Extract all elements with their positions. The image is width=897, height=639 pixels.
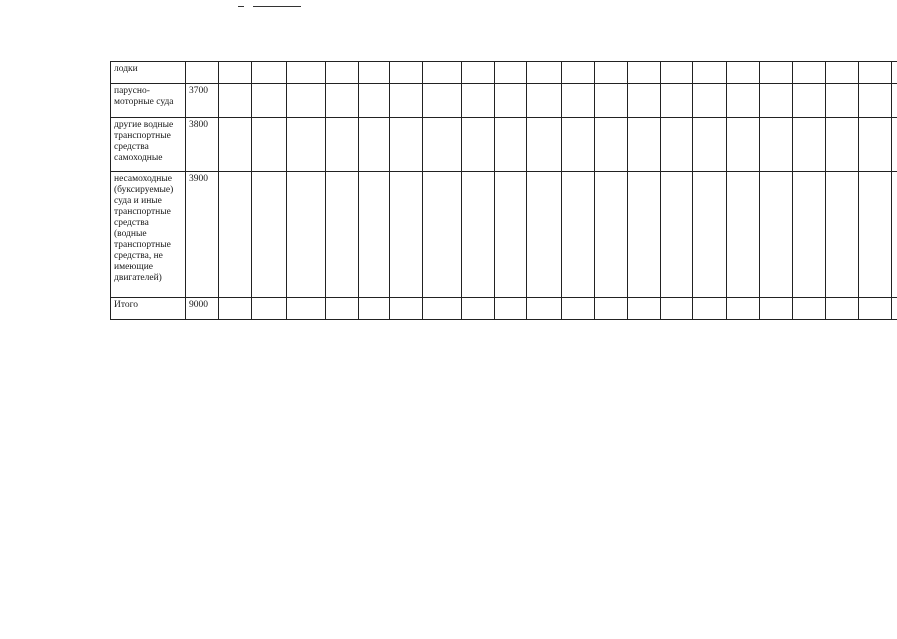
- empty-data-cell: [462, 62, 495, 84]
- empty-data-cell: [326, 62, 359, 84]
- empty-data-cell: [219, 172, 252, 298]
- empty-data-cell: [595, 84, 628, 118]
- empty-data-cell: [661, 298, 693, 320]
- empty-data-cell: [793, 62, 826, 84]
- empty-data-cell: [287, 118, 326, 172]
- empty-data-cell: [462, 298, 495, 320]
- row-name-cell: лодки: [111, 62, 186, 84]
- empty-data-cell: [252, 62, 287, 84]
- empty-data-cell: [527, 118, 562, 172]
- empty-data-cell: [760, 172, 793, 298]
- row-code-cell: 3700: [186, 84, 219, 118]
- empty-data-cell: [661, 84, 693, 118]
- empty-data-cell: [219, 62, 252, 84]
- empty-data-cell: [727, 298, 760, 320]
- empty-data-cell: [219, 84, 252, 118]
- empty-data-cell: [423, 62, 462, 84]
- empty-data-cell: [760, 84, 793, 118]
- empty-data-cell: [793, 84, 826, 118]
- table-row: [111, 84, 897, 118]
- row-name-cell: несамоходные (буксируемые) суда и иные транспортные средства (водные транспортные средства, не имеющие двигателей): [111, 172, 186, 298]
- empty-data-cell: [359, 118, 390, 172]
- empty-data-cell: [527, 84, 562, 118]
- empty-data-cell: [693, 62, 727, 84]
- empty-data-cell: [562, 84, 595, 118]
- empty-data-cell: [859, 84, 892, 118]
- empty-data-cell: [562, 62, 595, 84]
- empty-data-cell: [287, 62, 326, 84]
- empty-data-cell: [628, 84, 661, 118]
- empty-data-cell: [826, 62, 859, 84]
- empty-data-cell: [359, 84, 390, 118]
- empty-data-cell: [495, 118, 527, 172]
- empty-data-cell: [495, 84, 527, 118]
- empty-data-cell: [693, 84, 727, 118]
- empty-data-cell: [562, 172, 595, 298]
- empty-data-cell: [892, 84, 897, 118]
- empty-data-cell: [287, 298, 326, 320]
- row-name-cell: другие водные транспортные средства самоходные: [111, 118, 186, 172]
- empty-data-cell: [693, 118, 727, 172]
- empty-data-cell: [693, 298, 727, 320]
- empty-data-cell: [595, 62, 628, 84]
- empty-data-cell: [423, 84, 462, 118]
- empty-data-cell: [423, 172, 462, 298]
- empty-data-cell: [859, 62, 892, 84]
- empty-data-cell: [390, 62, 423, 84]
- empty-data-cell: [423, 118, 462, 172]
- empty-data-cell: [326, 172, 359, 298]
- empty-data-cell: [252, 118, 287, 172]
- empty-data-cell: [727, 84, 760, 118]
- row-code-cell: 3900: [186, 172, 219, 298]
- empty-data-cell: [219, 118, 252, 172]
- empty-data-cell: [527, 172, 562, 298]
- empty-data-cell: [326, 118, 359, 172]
- empty-data-cell: [595, 118, 628, 172]
- empty-data-cell: [793, 118, 826, 172]
- empty-data-cell: [727, 118, 760, 172]
- empty-data-cell: [661, 62, 693, 84]
- empty-data-cell: [595, 172, 628, 298]
- empty-data-cell: [661, 118, 693, 172]
- row-name-cell: Итого: [111, 298, 186, 320]
- empty-data-cell: [595, 298, 628, 320]
- empty-data-cell: [727, 62, 760, 84]
- empty-data-cell: [892, 62, 897, 84]
- empty-data-cell: [793, 172, 826, 298]
- empty-data-cell: [359, 62, 390, 84]
- empty-data-cell: [390, 172, 423, 298]
- empty-data-cell: [390, 298, 423, 320]
- row-code-cell: [186, 62, 219, 84]
- empty-data-cell: [826, 84, 859, 118]
- table-row: [111, 298, 897, 320]
- empty-data-cell: [628, 298, 661, 320]
- empty-data-cell: [892, 118, 897, 172]
- empty-data-cell: [287, 172, 326, 298]
- empty-data-cell: [826, 298, 859, 320]
- empty-data-cell: [826, 118, 859, 172]
- empty-data-cell: [562, 298, 595, 320]
- empty-data-cell: [219, 298, 252, 320]
- empty-data-cell: [760, 298, 793, 320]
- empty-data-cell: [628, 118, 661, 172]
- empty-data-cell: [252, 84, 287, 118]
- report-table: [110, 61, 897, 320]
- row-name-cell: парусно-моторные суда: [111, 84, 186, 118]
- header-rule: [253, 6, 301, 7]
- empty-data-cell: [390, 118, 423, 172]
- empty-data-cell: [727, 172, 760, 298]
- empty-data-cell: [462, 84, 495, 118]
- empty-data-cell: [859, 118, 892, 172]
- empty-data-cell: [661, 172, 693, 298]
- empty-data-cell: [495, 62, 527, 84]
- empty-data-cell: [562, 118, 595, 172]
- empty-data-cell: [495, 172, 527, 298]
- empty-data-cell: [462, 172, 495, 298]
- empty-data-cell: [359, 298, 390, 320]
- empty-data-cell: [527, 298, 562, 320]
- empty-data-cell: [793, 298, 826, 320]
- empty-data-cell: [628, 172, 661, 298]
- empty-data-cell: [760, 62, 793, 84]
- empty-data-cell: [892, 172, 897, 298]
- empty-data-cell: [462, 118, 495, 172]
- table-row: [111, 118, 897, 172]
- empty-data-cell: [423, 298, 462, 320]
- row-code-cell: 9000: [186, 298, 219, 320]
- empty-data-cell: [359, 172, 390, 298]
- empty-data-cell: [287, 84, 326, 118]
- row-code-cell: 3800: [186, 118, 219, 172]
- empty-data-cell: [326, 84, 359, 118]
- empty-data-cell: [892, 298, 897, 320]
- empty-data-cell: [495, 298, 527, 320]
- empty-data-cell: [826, 172, 859, 298]
- header-dash: [238, 6, 244, 7]
- empty-data-cell: [628, 62, 661, 84]
- empty-data-cell: [252, 298, 287, 320]
- table-row: [111, 62, 897, 84]
- empty-data-cell: [760, 118, 793, 172]
- empty-data-cell: [859, 298, 892, 320]
- empty-data-cell: [390, 84, 423, 118]
- table-row: [111, 172, 897, 298]
- empty-data-cell: [859, 172, 892, 298]
- empty-data-cell: [326, 298, 359, 320]
- empty-data-cell: [527, 62, 562, 84]
- empty-data-cell: [252, 172, 287, 298]
- empty-data-cell: [693, 172, 727, 298]
